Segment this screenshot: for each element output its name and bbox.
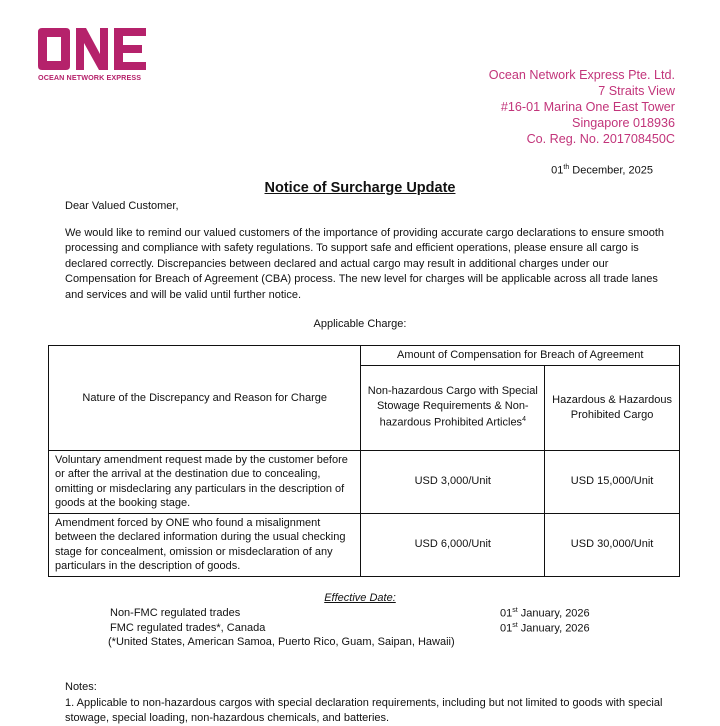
- company-name: Ocean Network Express Pte. Ltd.: [488, 68, 675, 82]
- row-nature: Voluntary amendment request made by the customer before or after the arrival at the destination due to concealing, omitting or misdeclaring any particulars in the description of goods at the booking stage.: [49, 450, 361, 513]
- address-line: 7 Straits View: [598, 84, 675, 98]
- one-wordmark-logo: [38, 28, 148, 70]
- effective-trade-date: 01st January, 2026: [500, 607, 590, 620]
- header-non-hazardous: Non-hazardous Cargo with Special Stowage Requirements & Non-hazardous Prohibited Articles$^4$: [361, 365, 545, 450]
- header-hazardous: Hazardous & Hazardous Prohibited Cargo: [545, 365, 680, 450]
- effective-trade-label: Non-FMC regulated trades: [110, 607, 241, 619]
- header-amount: Amount of Compensation for Breach of Agreement: [361, 346, 680, 366]
- row-non-hazardous-charge: USD 3,000/Unit: [361, 450, 545, 513]
- logo-tagline: OCEAN NETWORK EXPRESS: [38, 73, 142, 82]
- letter-date: 01th December, 2025: [551, 164, 653, 177]
- body-paragraph: We would like to remind our valued customers of the importance of providing accurate cargo declarations to ensure smooth processing and compliance with safety regulations. To support safe and efficient operations, please ensure all cargo is declared correctly. Discrepancies between declared and actual cargo may result in additional charges under our Compensation for Breach of Agreement (CBA) process. The new level for charges will be applicable across all trade lanes and services and will be valid until further notice.: [65, 227, 664, 301]
- note-item: 1. Applicable to non-hazardous cargos with special declaration requirements, including but not limited to goods with special stowage, special loading, non-hazardous chemicals, and batteries.: [65, 697, 663, 724]
- applicable-charge-heading: Applicable Charge:: [313, 318, 407, 330]
- table-row: [49, 450, 680, 513]
- row-hazardous-charge: USD 30,000/Unit: [545, 513, 680, 576]
- effective-trade-label: FMC regulated trades*, Canada: [110, 622, 266, 634]
- effective-date-heading: Effective Date:: [324, 592, 396, 604]
- notes-heading: Notes:: [65, 681, 97, 693]
- row-non-hazardous-charge: USD 6,000/Unit: [361, 513, 545, 576]
- charge-table: [48, 345, 680, 577]
- notice-title: Notice of Surcharge Update: [264, 180, 456, 196]
- table-row: [49, 513, 680, 576]
- effective-trade-date: 01st January, 2026: [500, 622, 590, 635]
- address-line: #16-01 Marina One East Tower: [500, 100, 675, 114]
- row-hazardous-charge: USD 15,000/Unit: [545, 450, 680, 513]
- row-nature: Amendment forced by ONE who found a misalignment between the declared information during the usual checking stage for concealment, omission or misdeclaration of any particulars in the description of goods.: [49, 513, 361, 576]
- one-logo: [38, 28, 148, 82]
- header-nature: Nature of the Discrepancy and Reason for Charge: [49, 346, 361, 451]
- salutation: Dear Valued Customer,: [65, 200, 179, 212]
- company-address: [489, 67, 675, 147]
- address-line: Singapore 018936: [572, 116, 675, 130]
- company-reg-no: Co. Reg. No. 201708450C: [526, 132, 675, 146]
- fmc-footnote: (*United States, American Samoa, Puerto Rico, Guam, Saipan, Hawaii): [108, 636, 455, 648]
